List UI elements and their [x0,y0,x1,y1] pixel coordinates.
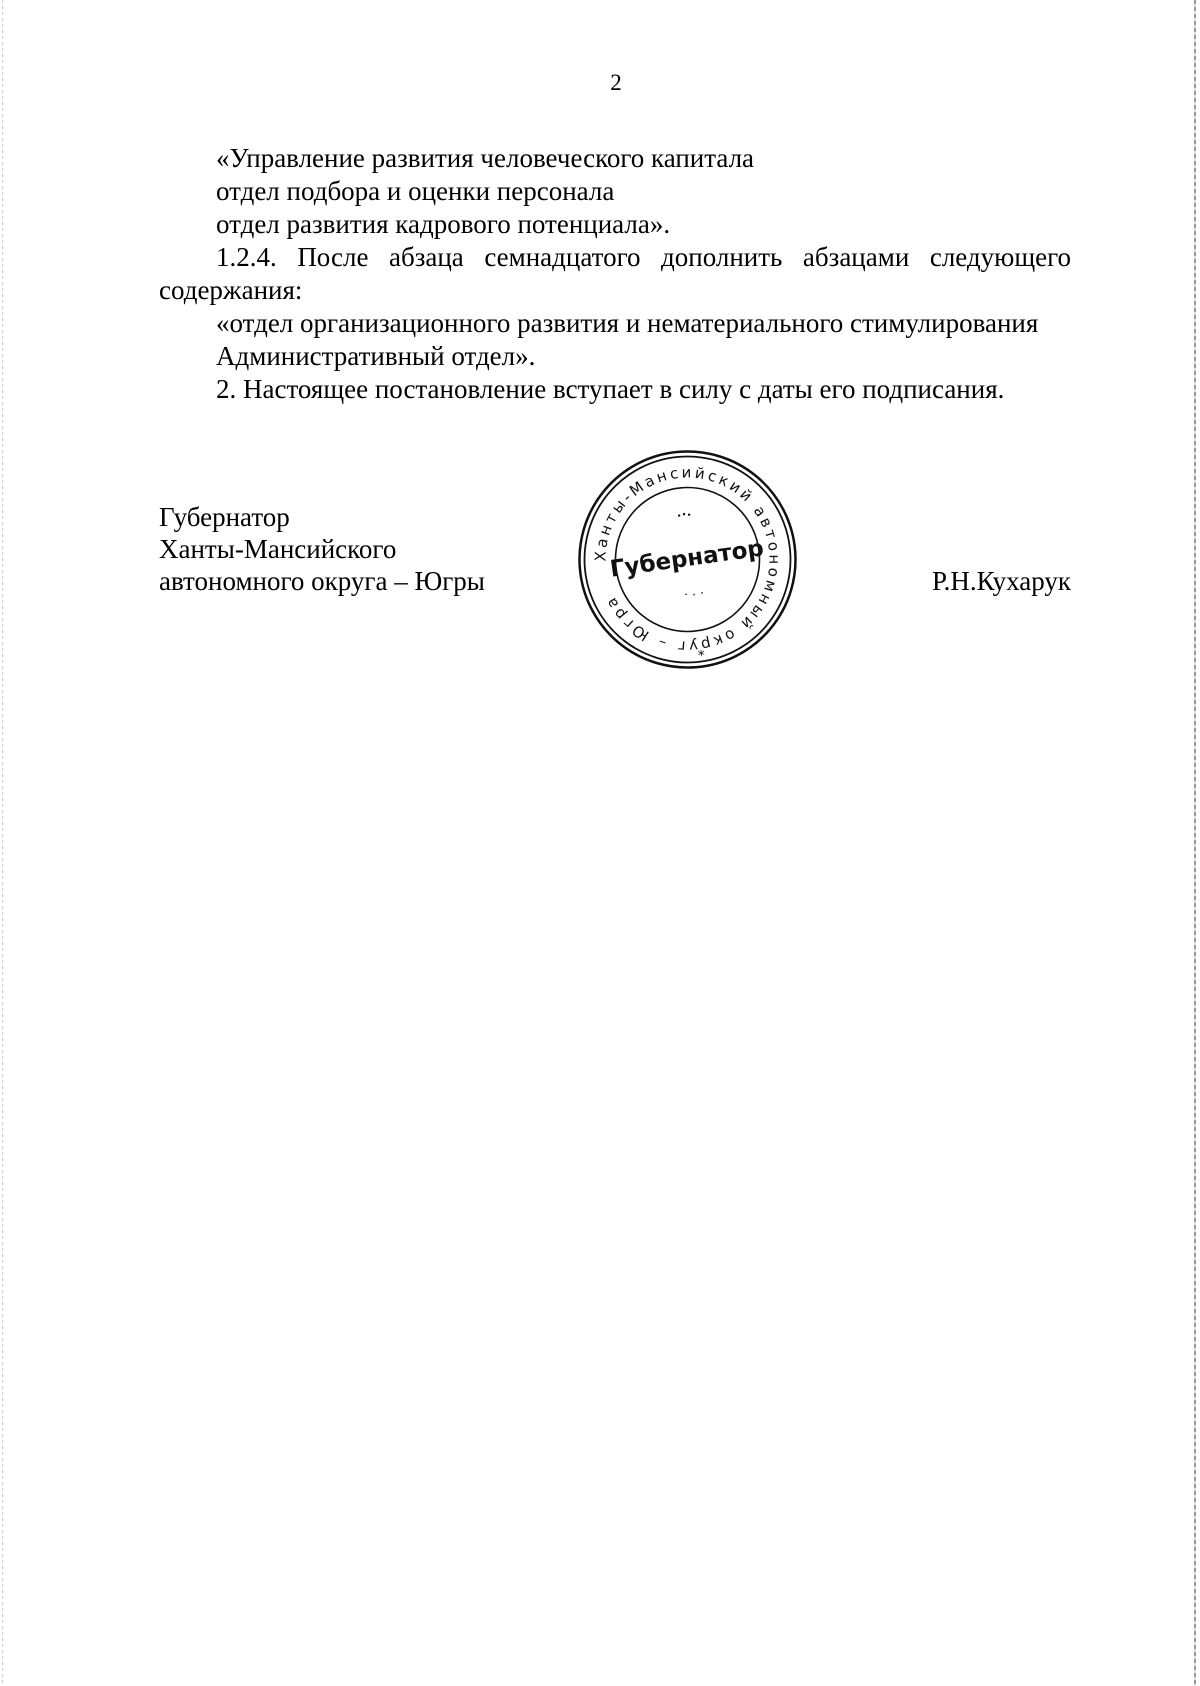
scan-edge-left [2,0,3,1686]
official-seal [575,447,800,672]
body-line-5: Административный отдел». [216,341,536,371]
signatory-name: Р.Н.Кухарук [931,566,1071,596]
paragraph-1-2-4: 1.2.4. После абзаца семнадцатого дополнить абзацами следующего содержания: [159,242,1071,305]
signatory-position [159,501,485,597]
scan-edge-right [1194,0,1196,1686]
seal-star-icon: * [697,647,706,665]
seal-ring-text: Ханты-Мансийский автономный округ – Югра [591,463,784,656]
signatory-position-line-2: Ханты-Мансийского [159,534,397,564]
body-line-4: «отдел организационного развития и нематериального стимулирования [216,308,1039,338]
paragraph-2: 2. Настоящее постановление вступает в силу с даты его подписания. [216,374,1005,404]
signatory-position-line-1: Губернатор [159,502,290,532]
body-line-1: «Управление развития человеческого капитала [216,143,755,173]
body-line-3: отдел развития кадрового потенциала». [216,209,671,239]
document-body [159,142,1071,406]
page-number: 2 [610,70,622,95]
body-line-2: отдел подбора и оценки персонала [216,176,615,206]
seal-center-text: Губернатор [608,535,766,583]
signatory-position-line-3: автономного округа – Югры [159,566,485,596]
